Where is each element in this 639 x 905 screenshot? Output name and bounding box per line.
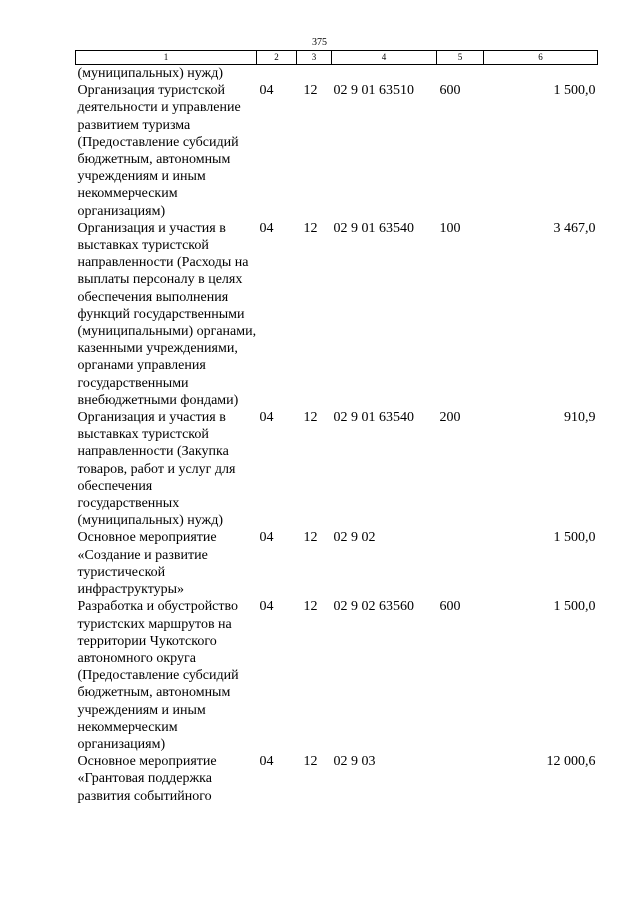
row-section: 04 [259, 410, 274, 426]
row-amount: 910,9 [564, 410, 596, 426]
row-amount: 1 500,0 [553, 530, 596, 546]
row-name: Организация и участия в выставках туристской направленности (Расходы на выплаты персоналу в целях обеспечения выполнения функций государственными (муниципальными) органами, казенными учреждениями, органами управления государственными внебюджетными фондами) [77, 220, 257, 408]
row-csr: 02 9 01 63510 [333, 83, 414, 99]
header-cell-csr: 4 [332, 51, 437, 65]
budget-table [75, 50, 598, 805]
row-csr: 02 9 01 63540 [333, 410, 414, 426]
row-subsection: 12 [303, 83, 318, 99]
row-section: 04 [259, 220, 274, 236]
row-csr [332, 65, 437, 83]
row-subsection: 12 [303, 220, 318, 236]
row-vr [437, 753, 484, 805]
row-name: Разработка и обустройство туристских маршрутов на территории Чукотского автономного округа (Предоставление субсидий бюджетным, автономным учреждениям и иным некоммерческим организациям) [77, 599, 239, 752]
table-row [76, 82, 598, 220]
row-subsection: 12 [303, 410, 318, 426]
row-name: Организация и участия в выставках туристской направленности (Закупка товаров, работ и услуг для обеспечения государственных (муниципальных) нужд) [77, 410, 236, 529]
row-name: Основное мероприятие «Грантовая поддержка развития событийного [77, 754, 217, 804]
row-subsection: 12 [303, 530, 318, 546]
row-vr [437, 65, 484, 83]
row-csr: 02 9 02 [333, 530, 376, 546]
page-number: 375 [312, 37, 327, 48]
row-name: Организация туристской деятельности и управление развитием туризма (Предоставление субсидий бюджетным, автономным учреждениям и иным некоммерческим организациям) [77, 83, 241, 219]
table-row [76, 529, 598, 598]
row-amount: 1 500,0 [553, 83, 596, 99]
row-section: 04 [259, 599, 274, 615]
header-cell-vr: 5 [437, 51, 484, 65]
row-vr [437, 529, 484, 598]
row-subsection: 12 [303, 754, 318, 770]
header-cell-amount: 6 [484, 51, 598, 65]
header-cell-name: 1 [76, 51, 257, 65]
row-amount [484, 65, 598, 83]
row-section: 04 [259, 530, 274, 546]
header-cell-section: 2 [257, 51, 297, 65]
row-section [257, 65, 297, 83]
table-row [76, 220, 598, 409]
row-vr: 600 [439, 83, 461, 99]
row-amount: 12 000,6 [546, 754, 596, 770]
row-vr: 200 [439, 410, 461, 426]
row-csr: 02 9 01 63540 [333, 220, 414, 236]
row-vr: 600 [439, 599, 461, 615]
table-row [76, 753, 598, 805]
row-amount: 3 467,0 [553, 220, 596, 236]
row-csr: 02 9 03 [333, 754, 376, 770]
table-row [76, 409, 598, 529]
table-row [76, 65, 598, 83]
row-vr: 100 [439, 220, 461, 236]
row-name: (муниципальных) нужд) [77, 66, 224, 81]
row-amount: 1 500,0 [553, 599, 596, 615]
table-row [76, 598, 598, 753]
header-cell-subsection: 3 [297, 51, 332, 65]
row-subsection: 12 [303, 599, 318, 615]
row-name: Основное мероприятие «Создание и развитие туристической инфраструктуры» [77, 530, 217, 598]
row-section: 04 [259, 83, 274, 99]
header-row [76, 51, 598, 65]
row-csr: 02 9 02 63560 [333, 599, 414, 615]
row-section: 04 [259, 754, 274, 770]
row-subsection [297, 65, 332, 83]
